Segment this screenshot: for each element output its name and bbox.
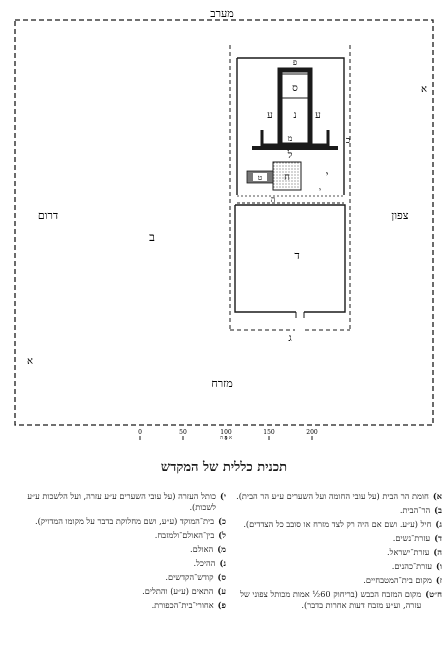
legend-key: ס) <box>217 572 226 582</box>
legend-key: ב) <box>434 505 442 515</box>
hekhal-label: נ <box>293 110 297 121</box>
legend-text: עזרת־נשים. <box>392 533 431 543</box>
chambers-label-left: ע <box>267 110 273 121</box>
legend-key: נ) <box>219 558 226 568</box>
legend-item <box>8 544 226 555</box>
legend-item <box>8 530 226 541</box>
legend-left-column <box>8 491 226 614</box>
legend-item <box>8 558 226 569</box>
legend-text: כותל העזרה (על עובי השערים ע״ע עזרה, ועל הלשכות ע״ע לשכות). <box>27 491 216 512</box>
back-of-kaporet-label: פ <box>292 58 298 67</box>
chambers-label-right: ע <box>315 110 321 121</box>
legend-item <box>232 519 442 530</box>
legend-text: אחורי־בית־הכפורת. <box>151 600 214 610</box>
chambers-left <box>262 130 280 145</box>
hel-label: ג <box>288 333 292 344</box>
holy-of-holies-label: ס <box>292 83 298 94</box>
temple-mount-label: ב <box>149 230 155 244</box>
legend-item <box>8 586 226 597</box>
legend-key: פ) <box>217 600 226 610</box>
israelite-court-label: ה <box>270 195 276 204</box>
legend-text: האולם. <box>190 544 214 554</box>
legend-key: ד) <box>434 533 442 543</box>
legend-key: א) <box>432 491 442 501</box>
north-label: צפון <box>391 209 409 222</box>
altar-label: ח <box>284 172 290 183</box>
womens-court-wall <box>235 205 345 312</box>
legend-key: י) <box>219 491 226 501</box>
scale-tick-50: 50 <box>179 429 187 436</box>
legend-key: מ) <box>217 544 226 554</box>
legend-item <box>8 572 226 583</box>
beit-hamoked-label: כ <box>345 136 351 146</box>
legend-item <box>232 561 442 572</box>
legend-item <box>232 589 442 611</box>
west-label: מערב <box>210 7 234 20</box>
scale-tick-150: 150 <box>263 429 275 436</box>
priests-court-label: י <box>318 186 322 195</box>
legend-key: ג) <box>435 519 442 529</box>
legend-key: ל) <box>218 530 226 540</box>
legend-text: חיל (ע״ע. ושם אם היה רק לצד מזרח או סובב כל הצדדים). <box>243 519 432 529</box>
ramp-label: ט <box>257 173 263 182</box>
legend-item <box>232 505 442 516</box>
legend-text: חומת הר הבית (על עובי החומה ועל השערים ע״ע הר הבית). <box>236 491 429 501</box>
ulam-altar-label: ל <box>287 150 293 161</box>
scale-tick-0: 0 <box>138 429 142 436</box>
scale-unit: א מ ה <box>219 435 233 440</box>
aleph-label-left: א <box>26 356 34 367</box>
ulam-label: מ <box>287 134 293 143</box>
legend-key: ה) <box>433 547 442 557</box>
south-label: דרום <box>37 209 59 222</box>
scale-tick-200: 200 <box>306 429 318 436</box>
legend-text: בין־האולם־ולמזבח. <box>154 530 215 540</box>
legend-text: קודש־הקדשים. <box>165 572 214 582</box>
womens-court-label: ד <box>294 249 300 262</box>
azarah-wall-label: י <box>325 170 329 181</box>
chambers-right <box>310 130 328 145</box>
legend-item <box>232 491 442 502</box>
legend-key: ו) <box>436 561 442 571</box>
legend-item <box>232 575 442 586</box>
plan-title: תכנית כללית של המקדש <box>160 460 288 475</box>
temple-mount-wall <box>15 20 433 425</box>
legend-text: עזרת־ישראל. <box>387 547 430 557</box>
legend-text: ההיכל. <box>193 558 216 568</box>
scale-tick-100: 100 <box>220 429 232 436</box>
legend-text: עזרת־כהנים. <box>391 561 433 571</box>
legend-text: מקום המזבח הכבש (בריחוק 60½ אמות מכותל צפוני של עזרה, וע״ע מזבח דעות אחרות בדבר). <box>240 589 422 610</box>
legend-item <box>8 516 226 527</box>
legend-text: התאים (ע״ע) והתלים. <box>142 586 214 596</box>
legend-text: מקום בית־המטבחיים. <box>363 575 432 585</box>
legend-item <box>8 491 226 513</box>
legend-text: בית־המוקד (ע״ע, ושם מחלוקת בדבר על מקומו המדויק). <box>35 516 215 526</box>
legend-key: ע) <box>217 586 226 596</box>
legend-right-column <box>232 491 442 614</box>
aleph-label-right: א <box>420 84 428 95</box>
legend-key: ז) <box>435 575 442 585</box>
east-label: מזרח <box>211 377 233 390</box>
legend-item <box>232 547 442 558</box>
legend-item <box>8 600 226 611</box>
legend-text: הר־הבית. <box>399 505 431 515</box>
legend-key: ח״ט) <box>425 589 442 599</box>
legend-key: כ) <box>218 516 226 526</box>
legend-item <box>232 533 442 544</box>
